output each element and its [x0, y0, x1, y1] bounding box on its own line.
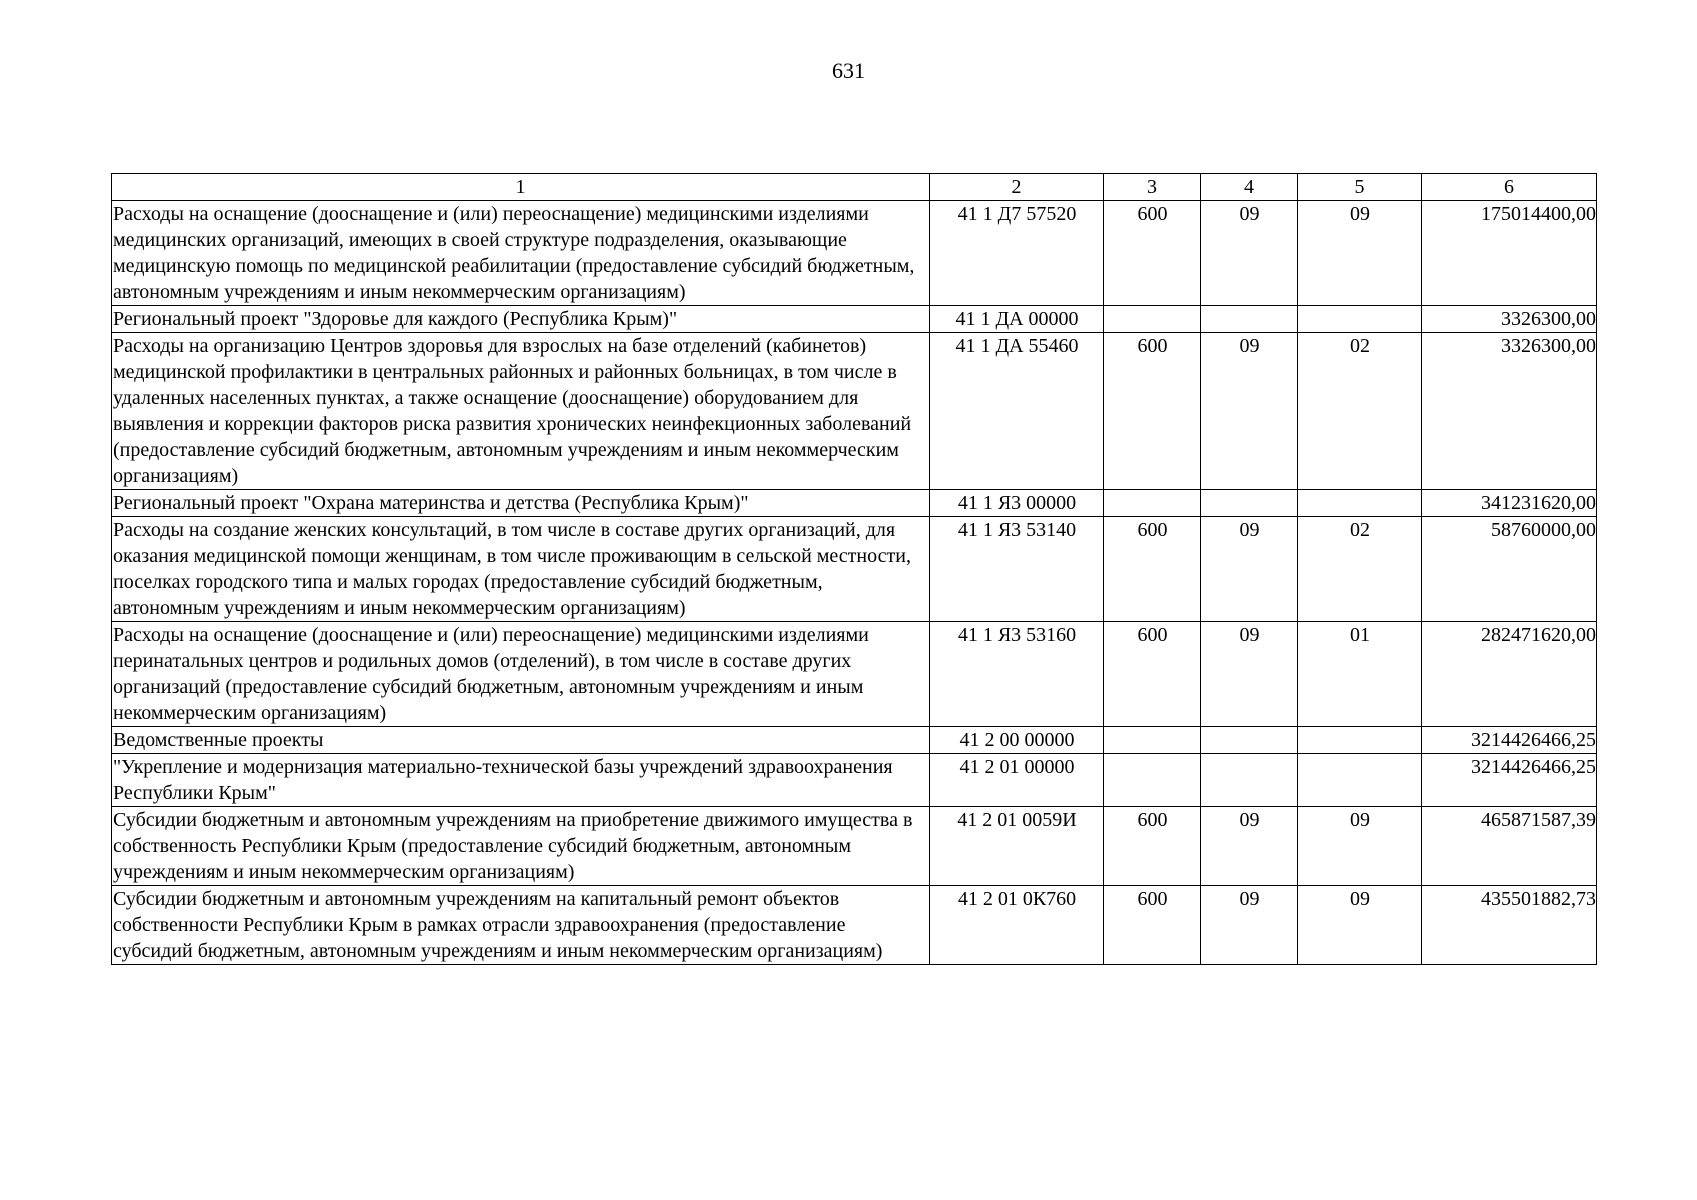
row-amount: 465871587,39 [1422, 807, 1597, 886]
row-section [1201, 754, 1298, 807]
row-expense-type: 600 [1104, 517, 1201, 622]
row-target-code: 41 1 ДА 00000 [930, 306, 1104, 333]
column-header-1: 1 [112, 174, 930, 201]
row-description: Субсидии бюджетным и автономным учреждениям на капитальный ремонт объектов собственности Республики Крым в рамках отрасли здравоохранения (предоставление субсидий бюджетным, автономным учреждениям и иным некоммерческим организациям) [112, 886, 930, 965]
table-row [112, 306, 1597, 333]
row-description: Субсидии бюджетным и автономным учреждениям на приобретение движимого имущества в собственность Республики Крым (предоставление субсидий бюджетным, автономным учреждениям и иным некоммерческим организациям) [112, 807, 930, 886]
row-subsection: 01 [1298, 622, 1422, 727]
row-target-code: 41 2 01 00000 [930, 754, 1104, 807]
row-subsection: 02 [1298, 517, 1422, 622]
row-subsection: 09 [1298, 886, 1422, 965]
table-row [112, 490, 1597, 517]
column-header-5: 5 [1298, 174, 1422, 201]
row-amount: 282471620,00 [1422, 622, 1597, 727]
row-subsection: 09 [1298, 807, 1422, 886]
budget-table [111, 173, 1597, 965]
table-row [112, 754, 1597, 807]
row-amount: 3214426466,25 [1422, 727, 1597, 754]
row-section: 09 [1201, 622, 1298, 727]
row-section: 09 [1201, 886, 1298, 965]
row-expense-type [1104, 306, 1201, 333]
table-row [112, 727, 1597, 754]
row-amount: 3214426466,25 [1422, 754, 1597, 807]
row-section: 09 [1201, 517, 1298, 622]
row-target-code: 41 1 Я3 53140 [930, 517, 1104, 622]
row-description: Ведомственные проекты [112, 727, 930, 754]
row-amount: 341231620,00 [1422, 490, 1597, 517]
row-description: Расходы на оснащение (дооснащение и (или) переоснащение) медицинскими изделиями медицинских организаций, имеющих в своей структуре подразделения, оказывающие медицинскую помощь по медицинской реабилитации (предоставление субсидий бюджетным, автономным учреждениям и иным некоммерческим организациям) [112, 201, 930, 306]
row-section [1201, 306, 1298, 333]
row-target-code: 41 1 Д7 57520 [930, 201, 1104, 306]
row-target-code: 41 1 Я3 53160 [930, 622, 1104, 727]
row-expense-type [1104, 490, 1201, 517]
row-expense-type: 600 [1104, 807, 1201, 886]
row-section: 09 [1201, 807, 1298, 886]
row-target-code: 41 2 00 00000 [930, 727, 1104, 754]
table-header-row [112, 174, 1597, 201]
column-header-3: 3 [1104, 174, 1201, 201]
row-expense-type: 600 [1104, 333, 1201, 490]
row-section: 09 [1201, 333, 1298, 490]
table-row [112, 622, 1597, 727]
row-target-code: 41 1 ДА 55460 [930, 333, 1104, 490]
row-expense-type [1104, 754, 1201, 807]
row-subsection [1298, 306, 1422, 333]
row-section [1201, 490, 1298, 517]
row-expense-type: 600 [1104, 201, 1201, 306]
page-number: 631 [832, 58, 865, 83]
row-description: Расходы на организацию Центров здоровья для взрослых на базе отделений (кабинетов) медицинской профилактики в центральных районных и районных больницах, в том числе в удаленных населенных пунктах, а также оснащение (дооснащение) оборудованием для выявления и коррекции факторов риска развития хронических неинфекционных заболеваний (предоставление субсидий бюджетным, автономным учреждениям и иным некоммерческим организациям) [112, 333, 930, 490]
column-header-4: 4 [1201, 174, 1298, 201]
row-expense-type: 600 [1104, 622, 1201, 727]
row-subsection [1298, 754, 1422, 807]
table-row [112, 201, 1597, 306]
row-target-code: 41 2 01 0059И [930, 807, 1104, 886]
row-subsection [1298, 727, 1422, 754]
column-header-2: 2 [930, 174, 1104, 201]
row-section: 09 [1201, 201, 1298, 306]
row-subsection: 09 [1298, 201, 1422, 306]
row-amount: 175014400,00 [1422, 201, 1597, 306]
row-expense-type [1104, 727, 1201, 754]
row-description: "Укрепление и модернизация материально-технической базы учреждений здравоохранения Республики Крым" [112, 754, 930, 807]
table-row [112, 886, 1597, 965]
row-description: Расходы на создание женских консультаций, в том числе в составе других организаций, для оказания медицинской помощи женщинам, в том числе проживающим в сельской местности, поселках городского типа и малых городах (предоставление субсидий бюджетным, автономным учреждениям и иным некоммерческим организациям) [112, 517, 930, 622]
row-amount: 435501882,73 [1422, 886, 1597, 965]
row-amount: 58760000,00 [1422, 517, 1597, 622]
row-target-code: 41 1 Я3 00000 [930, 490, 1104, 517]
row-amount: 3326300,00 [1422, 306, 1597, 333]
row-subsection: 02 [1298, 333, 1422, 490]
row-target-code: 41 2 01 0К760 [930, 886, 1104, 965]
row-section [1201, 727, 1298, 754]
table-row [112, 333, 1597, 490]
column-header-6: 6 [1422, 174, 1597, 201]
row-subsection [1298, 490, 1422, 517]
row-description: Расходы на оснащение (дооснащение и (или) переоснащение) медицинскими изделиями перинатальных центров и родильных домов (отделений), в том числе в составе других организаций (предоставление субсидий бюджетным, автономным учреждениям и иным некоммерческим организациям) [112, 622, 930, 727]
row-amount: 3326300,00 [1422, 333, 1597, 490]
table-row [112, 517, 1597, 622]
row-expense-type: 600 [1104, 886, 1201, 965]
row-description: Региональный проект "Охрана материнства и детства (Республика Крым)" [112, 490, 930, 517]
table-row [112, 807, 1597, 886]
row-description: Региональный проект "Здоровье для каждого (Республика Крым)" [112, 306, 930, 333]
